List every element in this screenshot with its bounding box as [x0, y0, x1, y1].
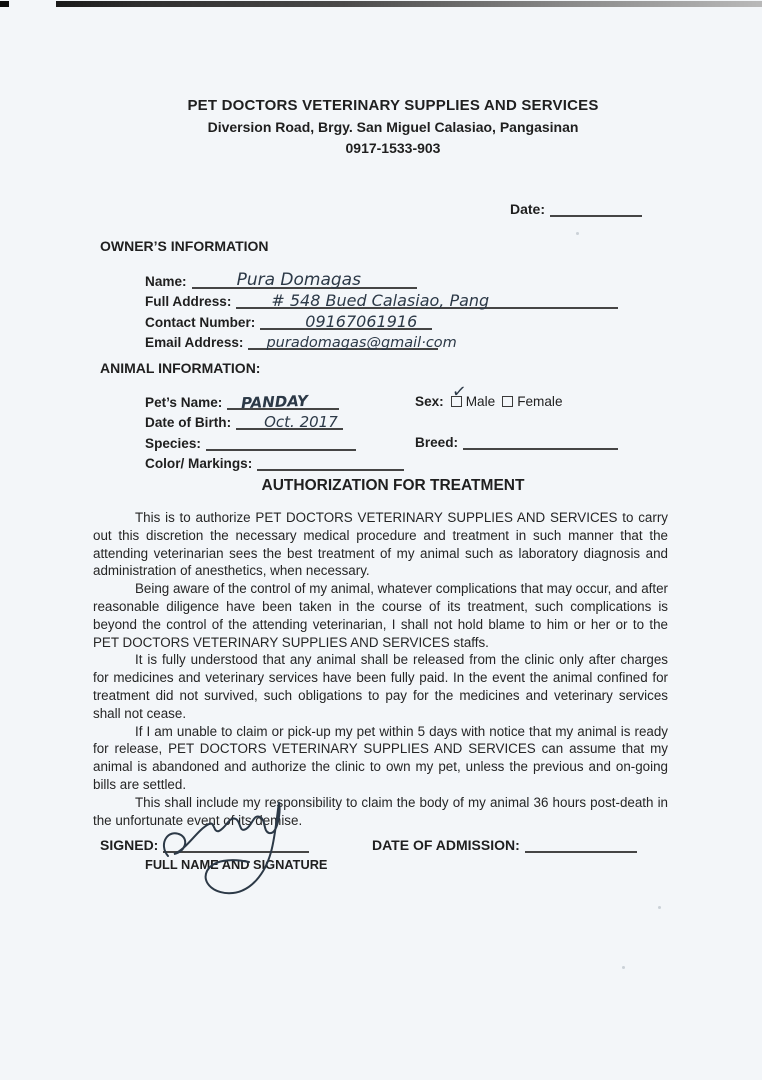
- clinic-name: PET DOCTORS VETERINARY SUPPLIES AND SERVICES: [187, 97, 599, 114]
- sex-label: Sex:: [415, 393, 444, 409]
- pet-name-field: [145, 389, 404, 410]
- full-address-handwritten-value: # 548 Bued Calasiao, Pang: [271, 291, 490, 310]
- clinic-phone: 0917-1533-903: [345, 140, 441, 156]
- authorization-paragraph-1: This is to authorize PET DOCTORS VETERINARY SUPPLIES AND SERVICES to carry out this discretion the necessary medical procedure and treatment in such manner that the attending veterinarian sees the best treatment of my animal such as laboratory diagnosis and administration of anesthetics, when necessary.: [93, 510, 668, 579]
- full-address-line: [236, 292, 618, 309]
- female-option-label: Female: [517, 393, 563, 409]
- scan-speck: [576, 232, 579, 235]
- authorization-body: [93, 509, 668, 829]
- breed-line: [463, 433, 618, 450]
- contact-number-field: [145, 309, 618, 330]
- male-option-label: Male: [465, 393, 496, 409]
- animal-fields: [145, 389, 404, 471]
- authorization-paragraph-3: It is fully understood that any animal shall be released from the clinic only after charges for medicines and veterinary services have been fully paid. In the event the animal confined for treatment did not survived, such obligations to pay for the medicines and veterinary services shall not cease.: [93, 652, 668, 721]
- color-markings-field: [145, 451, 404, 472]
- authorization-paragraph-4: If I am unable to claim or pick-up my pet within 5 days with notice that my animal is ready for release, PET DOCTORS VETERINARY SUPPLIES AND SERVICES can assume that my animal is abandoned and authorize the clinic to own my pet, unless the previous and on-going bills are settled.: [93, 723, 668, 792]
- owners-information-title: OWNER’S INFORMATION: [100, 238, 269, 254]
- sex-field: [415, 380, 563, 411]
- authorization-paragraph-5: This shall include my responsibility to claim the body of my animal 36 hours post-death in the unfortunate event of its demise.: [93, 794, 668, 828]
- contact-number-label: Contact Number:: [145, 314, 256, 330]
- authorization-paragraph-2: Being aware of the control of my animal, whatever complications that may occur, and after reasonable diligence have been taken in the course of its treatment, such complications is beyond the control of the attending veterinarian, I shall not hold blame to him or her or to the PET DOCTORS VETERINARY SUPPLIES AND SERVICES staffs.: [93, 581, 668, 650]
- email-line: [248, 333, 457, 351]
- authorization-title: AUTHORIZATION FOR TREATMENT: [261, 477, 525, 494]
- contact-number-handwritten-value: 09167061916: [305, 311, 418, 331]
- full-name-and-signature-caption: FULL NAME AND SIGNATURE: [145, 857, 328, 872]
- date-of-birth-label: Date of Birth:: [145, 415, 232, 430]
- date-blank-line: [550, 200, 642, 217]
- date-of-admission-line: [525, 836, 637, 853]
- name-line: [192, 269, 417, 290]
- full-address-field: [145, 289, 618, 310]
- scanner-edge-gap: [9, 0, 56, 7]
- email-field: [145, 330, 618, 351]
- male-checkbox-checkmark-icon: ✓: [450, 380, 468, 403]
- name-field: [145, 268, 618, 289]
- date-label: Date:: [510, 201, 546, 217]
- name-label: Name:: [145, 273, 187, 289]
- species-line: [206, 434, 356, 451]
- animal-information-title: ANIMAL INFORMATION:: [100, 360, 261, 376]
- handwritten-signature: [152, 788, 312, 898]
- date-of-birth-field: [145, 410, 404, 431]
- clinic-address: Diversion Road, Brgy. San Miguel Calasiao, Pangasinan: [207, 119, 579, 135]
- scan-speck: [658, 906, 661, 909]
- signed-label: SIGNED:: [100, 837, 159, 853]
- scan-speck: [622, 966, 625, 969]
- breed-field: [415, 429, 618, 450]
- color-markings-label: Color/ Markings:: [145, 456, 253, 471]
- name-handwritten-value: Pura Domagas: [236, 269, 361, 290]
- male-checkbox: [450, 380, 468, 407]
- email-handwritten-value: puradomagas@gmail·com: [266, 335, 457, 351]
- scanner-edge-artifact: [0, 1, 762, 7]
- owner-fields: [145, 268, 618, 350]
- female-checkbox: [502, 396, 513, 407]
- pet-name-label: Pet’s Name:: [145, 394, 223, 410]
- letterhead: [12, 97, 762, 156]
- pet-name-handwritten-value: PANDAY: [241, 391, 309, 412]
- species-label: Species:: [145, 435, 201, 451]
- date-of-birth-line: [236, 413, 343, 430]
- date-field: [510, 200, 642, 217]
- pet-name-line: [227, 393, 339, 410]
- breed-label: Breed:: [415, 434, 459, 450]
- contact-number-line: [260, 313, 432, 330]
- date-of-birth-handwritten-value: Oct. 2017: [264, 413, 338, 431]
- email-label: Email Address:: [145, 335, 244, 350]
- date-of-admission-label: DATE OF ADMISSION:: [372, 837, 520, 853]
- species-field: [145, 430, 404, 451]
- full-address-label: Full Address:: [145, 294, 232, 309]
- color-markings-line: [257, 454, 404, 471]
- date-of-admission-field: [372, 836, 637, 853]
